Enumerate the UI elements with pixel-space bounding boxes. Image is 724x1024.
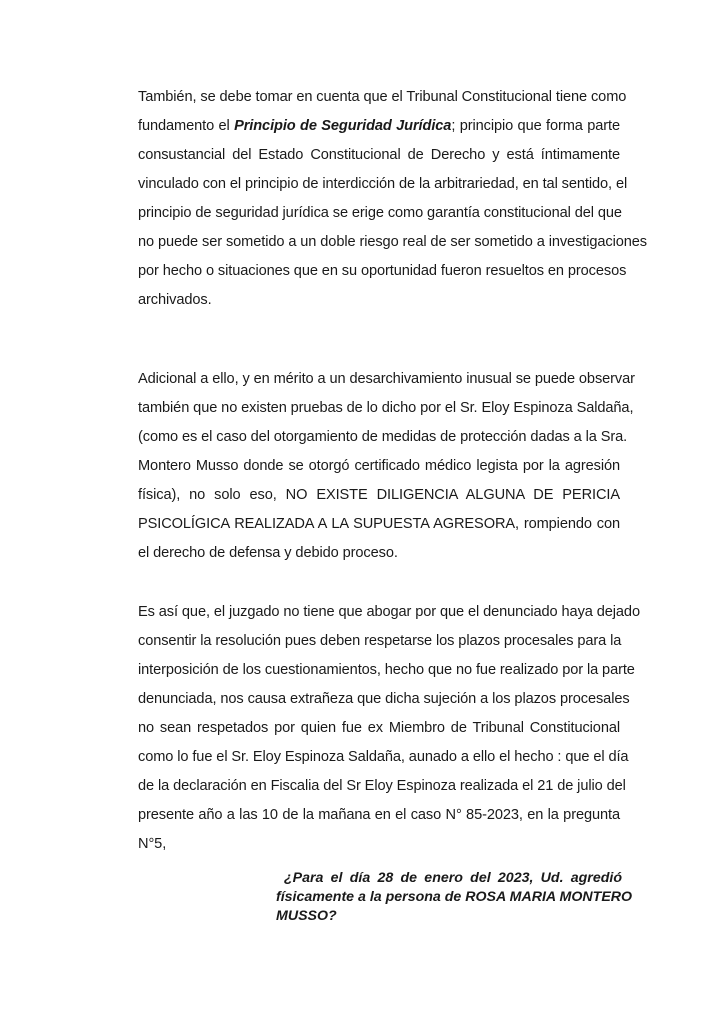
paragraph-3-line: no sean respetados por quien fue ex Miembro de Tribunal Constitucional — [138, 720, 620, 736]
paragraph-2-line: física), no solo eso, NO EXISTE DILIGENCIA ALGUNA DE PERICIA — [138, 487, 620, 503]
paragraph-2-line: el derecho de defensa y debido proceso. — [138, 545, 398, 561]
paragraph-2-line: (como es el caso del otorgamiento de medidas de protección dadas a la Sra. — [138, 429, 628, 445]
question-line: MUSSO? — [276, 908, 337, 924]
paragraph-1-line: También, se debe tomar en cuenta que el Tribunal Constitucional tiene como — [138, 89, 627, 105]
paragraph-1-line: por hecho o situaciones que en su oportunidad fueron resueltos en procesos — [138, 263, 627, 279]
paragraph-3-line: N°5, — [138, 836, 167, 852]
paragraph-3-line: consentir la resolución pues deben respetarse los plazos procesales para la — [138, 633, 622, 649]
paragraph-1-text: fundamento el — [138, 118, 235, 134]
paragraph-3-line: como lo fue el Sr. Eloy Espinoza Saldaña, aunado a ello el hecho : que el día — [138, 749, 629, 765]
question-line: físicamente a la persona de ROSA MARIA MONTERO — [276, 889, 633, 905]
paragraph-1-line: no puede ser sometido a un doble riesgo real de ser sometido a investigaciones — [138, 234, 647, 250]
paragraph-2-line: también que no existen pruebas de lo dicho por el Sr. Eloy Espinoza Saldaña, — [138, 400, 634, 416]
paragraph-1-text: ; principio que forma parte — [451, 118, 621, 134]
paragraph-2-line: PSICOLÍGICA REALIZADA A LA SUPUESTA AGRESORA, rompiendo con — [138, 516, 620, 532]
paragraph-1-line: consustancial del Estado Constitucional de Derecho y está íntimamente — [138, 147, 620, 163]
paragraph-3-line: presente año a las 10 de la mañana en el caso N° 85-2023, en la pregunta — [138, 807, 620, 823]
paragraph-3-line: de la declaración en Fiscalia del Sr Eloy Espinoza realizada el 21 de julio del — [138, 778, 626, 794]
principle-emphasis: Principio de Seguridad Jurídica — [234, 118, 452, 134]
paragraph-3-line: denunciada, nos causa extrañeza que dicha sujeción a los plazos procesales — [138, 691, 630, 707]
question-line: ¿Para el día 28 de enero del 2023, Ud. agredió — [284, 870, 622, 886]
paragraph-3-line: interposición de los cuestionamientos, hecho que no fue realizado por la parte — [138, 662, 635, 678]
paragraph-1-line: vinculado con el principio de interdicción de la arbitrariedad, en tal sentido, el — [138, 176, 628, 192]
paragraph-1-line: principio de seguridad jurídica se erige como garantía constitucional del que — [138, 205, 622, 221]
paragraph-2-line: Montero Musso donde se otorgó certificado médico legista por la agresión — [138, 458, 620, 474]
paragraph-2-line: Adicional a ello, y en mérito a un desarchivamiento inusual se puede observar — [138, 371, 635, 387]
paragraph-3-line: Es así que, el juzgado no tiene que abogar por que el denunciado haya dejado — [138, 604, 640, 620]
paragraph-1-line: archivados. — [138, 292, 212, 308]
paragraph-1-line — [138, 116, 620, 136]
